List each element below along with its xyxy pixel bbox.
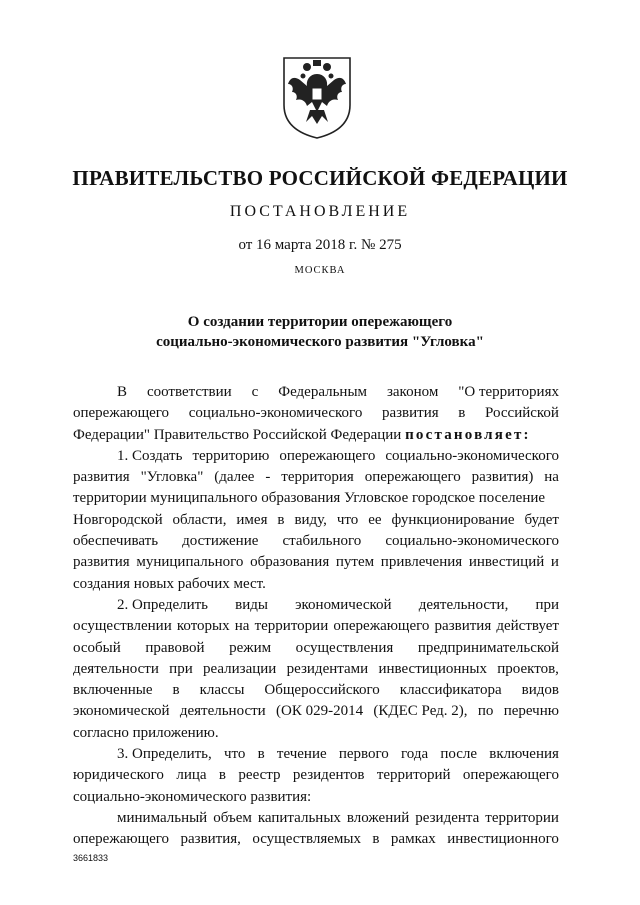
word: деятельности [73,660,159,677]
word: муниципального [136,554,244,571]
body-line [73,638,559,659]
word: стабильного [282,533,362,550]
word: (ОК 029-2014 [276,703,364,720]
word: территория [281,469,354,486]
word: опережающего [279,447,376,464]
body-line [73,382,559,403]
word: социально-экономического [188,405,363,422]
word: объем [213,809,252,826]
word: осуществления [295,639,394,656]
body-line [73,808,559,829]
word: резидентов [292,767,365,784]
word: в [458,405,466,422]
word: в [257,746,265,763]
word: классификатора [399,682,502,699]
word: особый [73,639,121,656]
body-line: социально-экономического развития: [73,788,312,805]
word: путем [335,554,375,571]
word: что [336,511,359,528]
word: что [223,746,246,763]
word: области, [172,511,227,528]
word: вложений [346,809,410,826]
word: опережающего [364,469,461,486]
body-text: Федерации" Правительство Российской Федерации [73,426,406,443]
word: опережающего [73,405,170,422]
body-line [73,446,559,467]
word: резидентами [286,660,369,677]
word: в [277,511,285,528]
word: на [544,469,559,486]
body-line: согласно приложению. [73,724,219,741]
word: инвестиционных [378,660,487,677]
body-line [73,765,559,786]
word: года [401,746,429,763]
document-body [73,382,559,851]
word: течение [276,746,327,763]
organization-name: ПРАВИТЕЛЬСТВО РОССИЙСКОЙ ФЕДЕРАЦИИ [72,166,568,190]
word: минимальный [117,809,208,826]
body-line [73,616,559,637]
word: развития [434,618,492,635]
word: перечню [503,703,559,720]
body-line [73,510,559,531]
word: по [477,703,494,720]
word: образования [250,554,330,571]
word: инвестиционного [447,831,559,848]
word: территории [485,809,559,826]
word: деятельности, [418,596,509,613]
word: ее [368,511,382,528]
word: при [535,596,559,613]
word: осуществляемых [252,831,361,848]
document-title [0,312,640,352]
word: с [251,384,259,400]
word: резидента [415,809,480,826]
word: предпринимательской [417,639,559,656]
word: рамках [390,831,436,848]
body-line [73,552,559,573]
word: развития, [180,831,241,848]
word: в [218,767,227,784]
body-line [73,531,559,552]
title-line-2: социально-экономического развития "Угловка" [156,334,484,350]
body-line [73,829,559,850]
word: Федеральным [278,384,368,400]
word: проектов, [497,660,559,677]
word: территорию [192,447,270,464]
word: юридического [73,767,164,784]
word: - [265,469,271,486]
word: режим [229,639,272,656]
body-line [73,467,559,488]
word: в [372,831,380,848]
word: развития) [471,469,534,486]
word: В [117,384,128,400]
word: включения [489,746,559,763]
word: лица [176,767,207,784]
word: экономической [73,703,170,720]
date-and-number: от 16 марта 2018 г. № 275 [238,237,402,253]
document-type: ПОСТАНОВЛЕНИЕ [229,203,411,220]
word: 1. Создать [117,447,183,464]
word: социально-экономического [385,533,559,550]
word: после [440,746,478,763]
body-line [73,701,559,722]
body-line [73,680,559,701]
body-line: территории муниципального образования Угловское городское поселение [73,490,546,507]
word: действует [496,618,559,635]
word: и [550,554,559,571]
body-line [73,744,559,765]
word: реализации [203,660,277,677]
word: обеспечивать [73,533,159,550]
word: которых [176,618,230,635]
word: капитальных [257,809,341,826]
word: опережающего [73,831,170,848]
word: "Угловка" [140,469,204,486]
body-line [73,425,559,446]
word: привлечения [380,554,463,571]
word: инвестиций [468,554,545,571]
word: на [234,618,250,635]
body-line [73,403,559,424]
word: Новгородской [73,511,163,528]
word: при [169,660,193,677]
word: опережающего [333,618,430,635]
word: виды [235,596,268,613]
word: территорий [376,767,451,784]
word: осуществлении [73,618,172,635]
word: достижение [182,533,259,550]
body-line [73,595,559,616]
word: классы [199,682,245,699]
body-line: создания новых рабочих мест. [73,575,266,592]
word: (КДЕС Ред. 2), [373,703,468,720]
word: экономической [295,596,392,613]
word: 2. Определить [117,596,209,613]
word: деятельности [179,703,266,720]
word: Российской [485,405,559,422]
word: видов [521,682,559,699]
word: соответствии [146,384,232,400]
body-line [73,659,559,680]
word: виду, [294,511,327,528]
document-number: 3661833 [73,853,109,863]
word: опережающего [462,767,559,784]
word: включенные [73,682,153,699]
word: первого [338,746,389,763]
coat-of-arms-icon [274,50,360,140]
title-line-1: О создании территории опережающего [187,314,453,330]
word: правовой [145,639,205,656]
word: в [172,682,180,699]
word: развития [73,469,130,486]
word: 3. Определить, [117,746,212,763]
word: (далее [214,469,255,486]
city: МОСКВА [294,265,346,276]
word: имея [236,511,268,528]
word: законом [386,384,439,400]
word: реестр [238,767,281,784]
word: социально-экономического [385,447,559,464]
word: Общероссийского [264,682,380,699]
word: будет [524,511,559,528]
resolution-verb: постановляет: [405,426,531,443]
word: развития [381,405,439,422]
word: "О территориях [458,384,559,400]
word: развития [73,554,130,571]
word: территории [254,618,329,635]
word: функционирование [391,511,515,528]
